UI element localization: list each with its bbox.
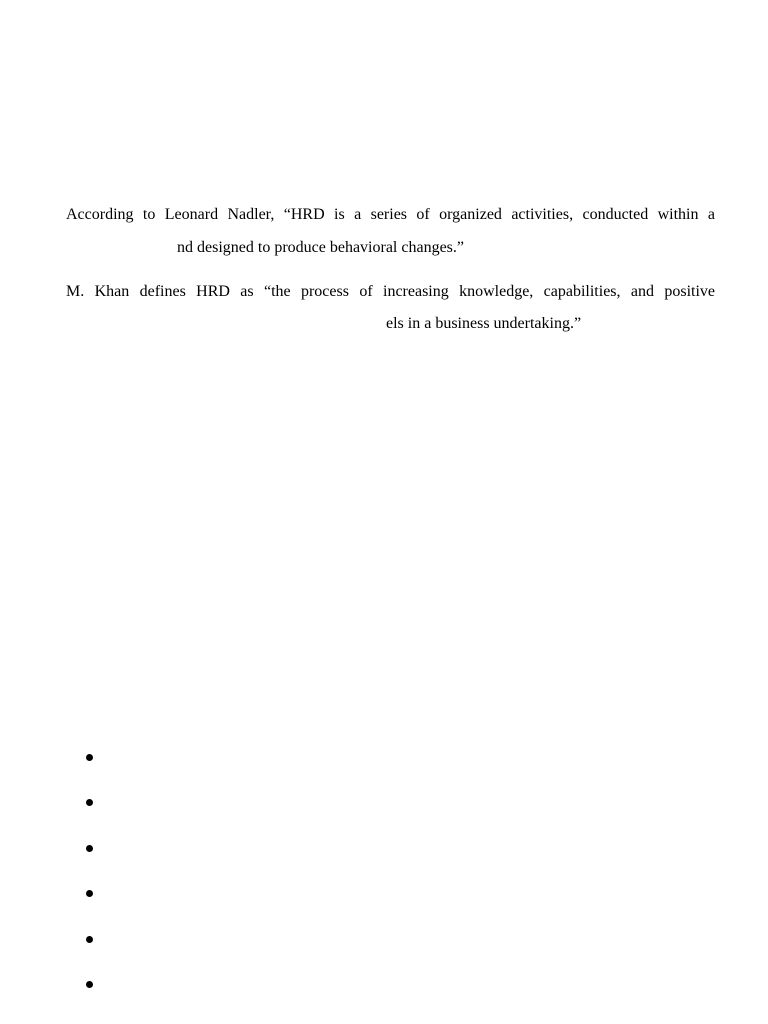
nadler-definition-line-1: According to Leonard Nadler, “HRD is a series of organized activities, conducted within a	[66, 206, 715, 223]
list-item	[86, 793, 93, 838]
khan-definition-line-2: els in a business undertaking.”	[386, 315, 582, 332]
bullet-list	[86, 748, 93, 1020]
bullet-icon	[86, 754, 93, 761]
list-item	[86, 930, 93, 975]
bullet-icon	[86, 845, 93, 852]
bullet-icon	[86, 799, 93, 806]
khan-definition-line-1: M. Khan defines HRD as “the process of increasing knowledge, capabilities, and positive	[66, 283, 715, 300]
bullet-icon	[86, 936, 93, 943]
list-item	[86, 884, 93, 929]
bullet-icon	[86, 981, 93, 988]
list-item	[86, 975, 93, 1020]
list-item	[86, 748, 93, 793]
list-item	[86, 839, 93, 884]
nadler-definition-line-2: nd designed to produce behavioral changes.”	[177, 239, 465, 256]
bullet-icon	[86, 890, 93, 897]
